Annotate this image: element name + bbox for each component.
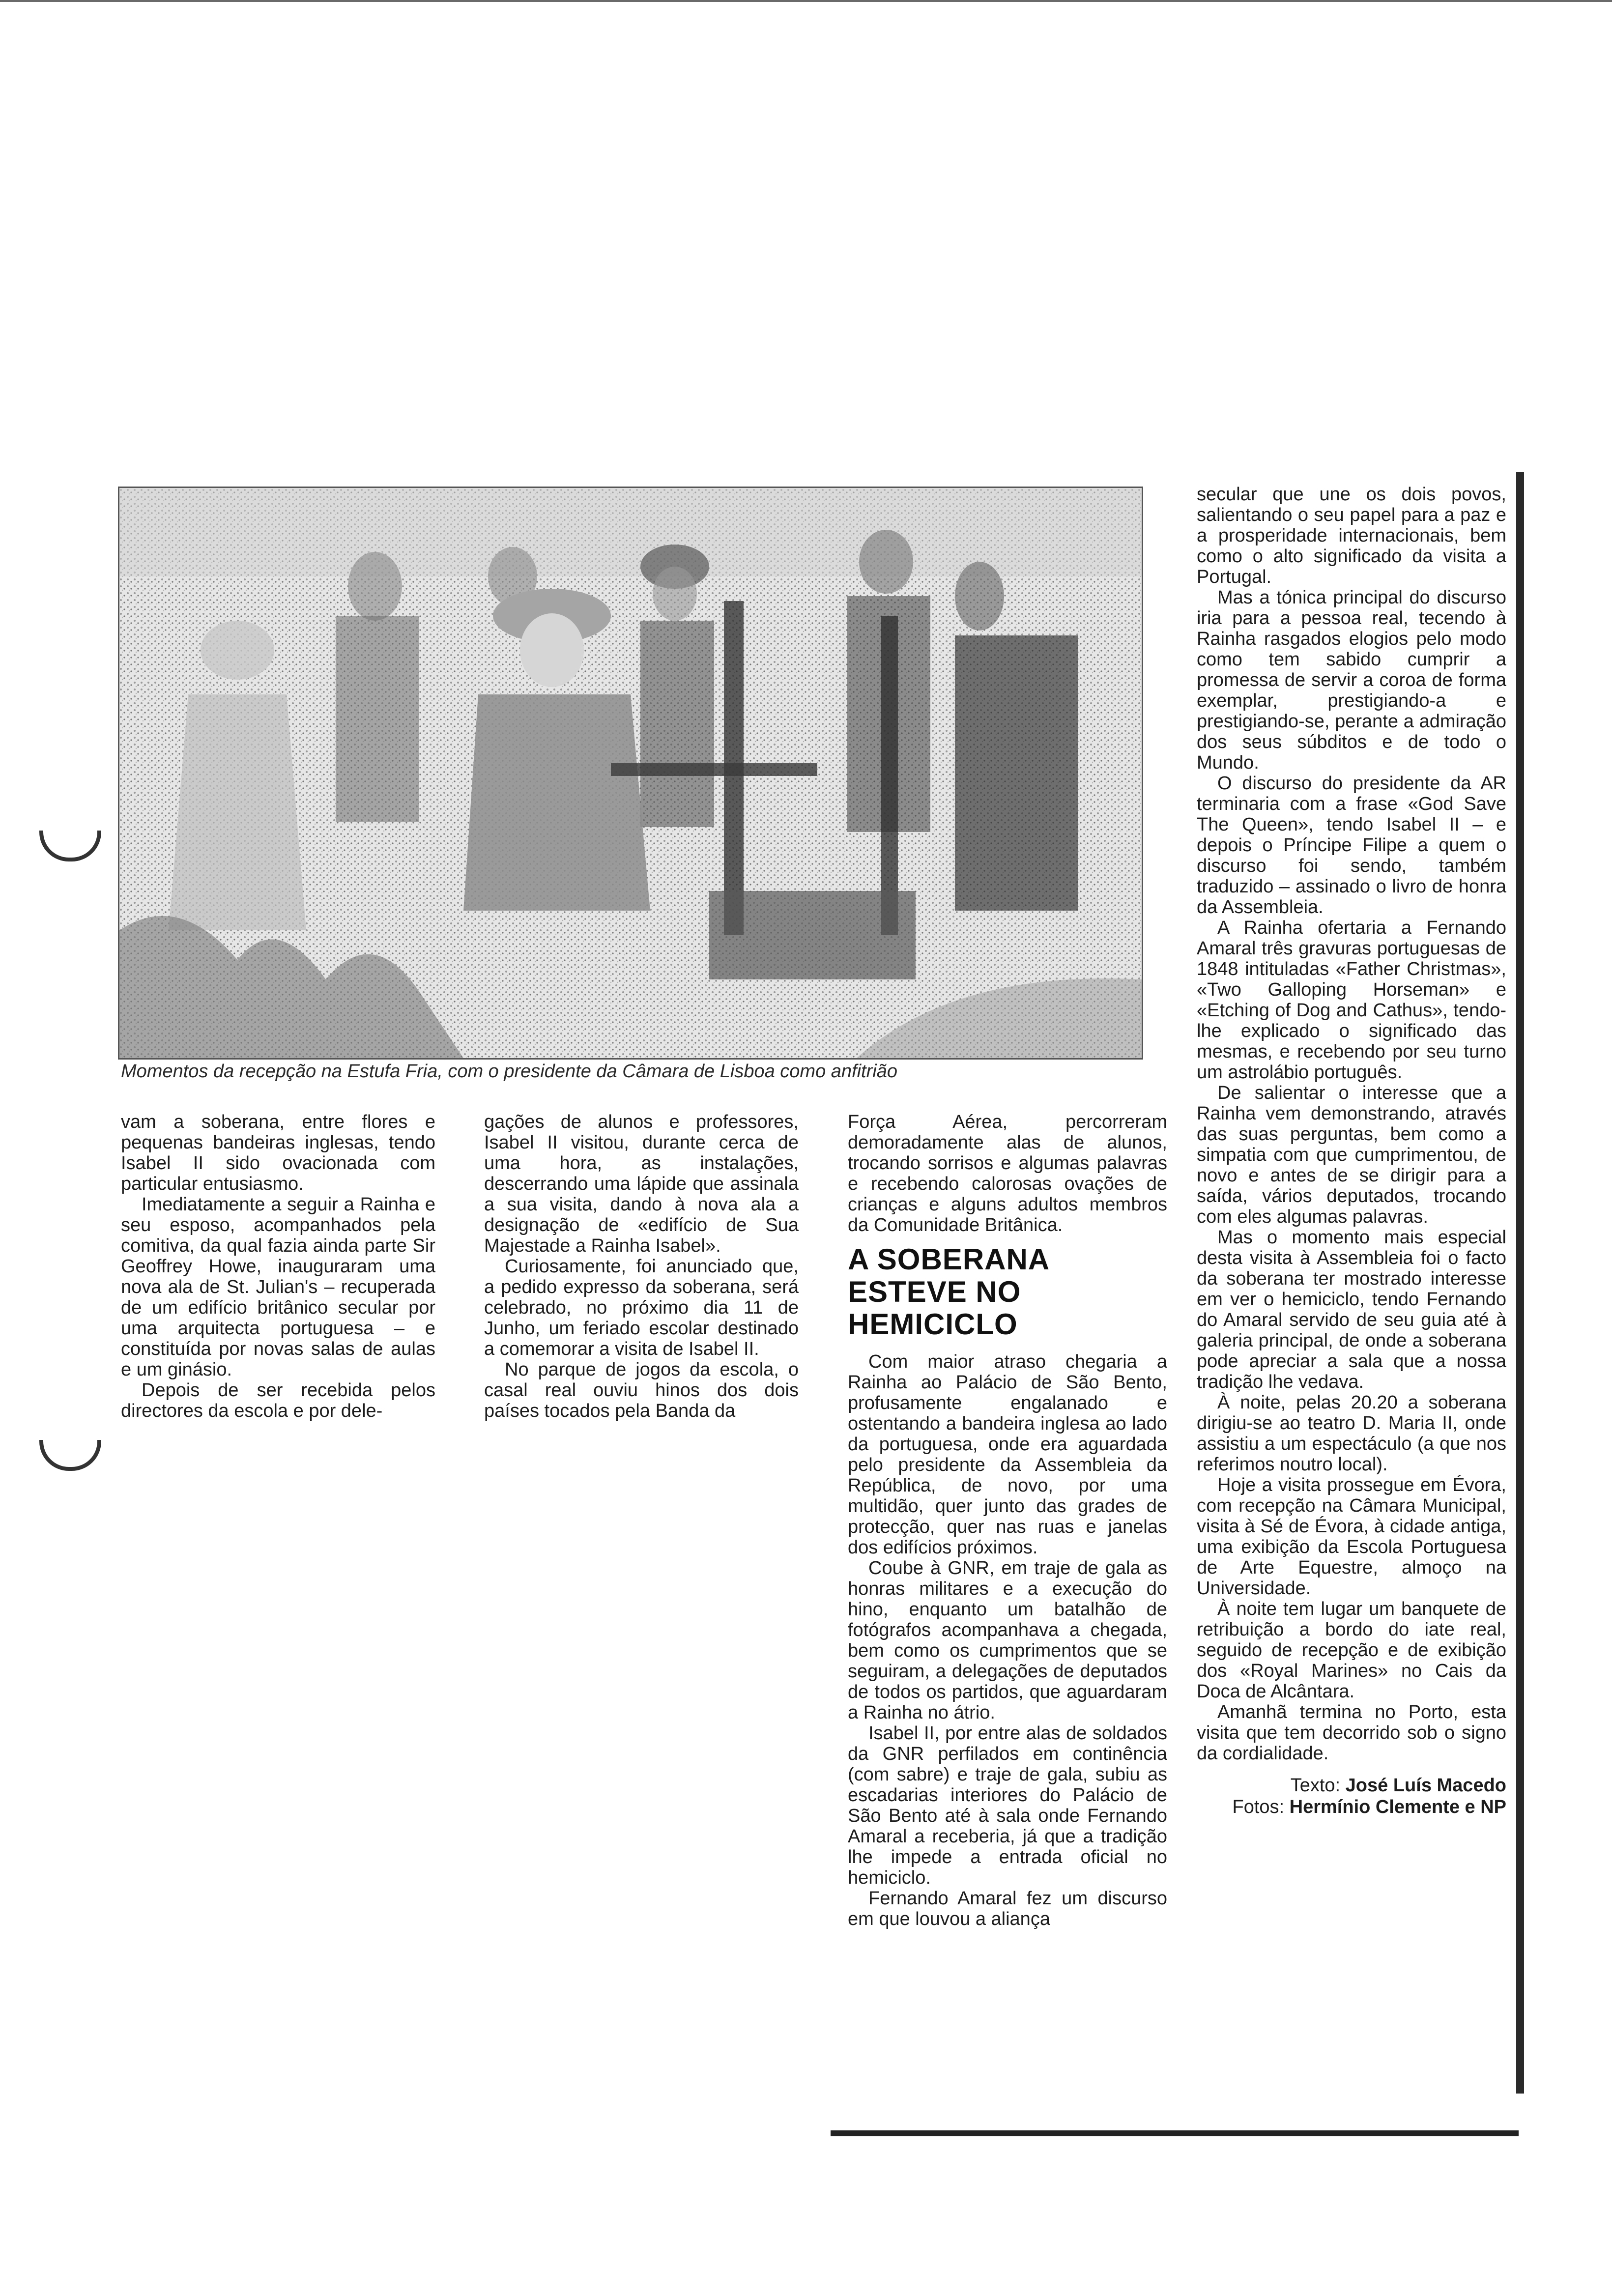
text-credit-author: José Luís Macedo <box>1345 1775 1506 1796</box>
photo-credit-label: Fotos: <box>1232 1797 1285 1817</box>
paragraph: secular que une os dois povos, salientando o seu papel para a paz e a prosperidade internacionais, bem como o alto significado da visita a Portugal. <box>1197 484 1506 587</box>
article-column-3 <box>848 1112 1167 1929</box>
paragraph: Com maior atraso chegaria a Rainha ao Palácio de São Bento, profusamente engalanado e ostentando a bandeira inglesa ao lado da portuguesa, onde era aguardada pelo presidente da Assembleia da República, de novo, por uma multidão, quer junto das grades de protecção, quer nas ruas e janelas dos edifícios próximos. <box>848 1351 1167 1558</box>
paragraph: Amanhã termina no Porto, esta visita que tem decorrido sob o signo da cordialidade. <box>1197 1702 1506 1764</box>
article-column-2 <box>484 1112 799 1421</box>
paragraph: O discurso do presidente da AR terminaria com a frase «God Save The Queen», tendo Isabel II – e depois o Príncipe Filipe a quem o discurso foi sendo, também traduzido – assinado o livro de honra da Assembleia. <box>1197 773 1506 918</box>
photo-credit-author: Hermínio Clemente e NP <box>1289 1797 1506 1817</box>
text-credit-label: Texto: <box>1290 1775 1341 1796</box>
news-photo <box>118 487 1143 1060</box>
paragraph: Força Aérea, percorreram demoradamente alas de alunos, trocando sorrisos e algumas palavras e recebendo calorosas ovações de crianças e alguns adultos membros da Comunidade Britânica. <box>848 1112 1167 1235</box>
paragraph: Hoje a visita prossegue em Évora, com recepção na Câmara Municipal, visita à Sé de Évora, à cidade antiga, uma exibição da Escola Portuguesa de Arte Equestre, almoço na Universidade. <box>1197 1475 1506 1599</box>
page-top-rule <box>0 0 1612 2</box>
paragraph: Depois de ser recebida pelos directores da escola e por dele- <box>121 1380 435 1421</box>
paragraph: Isabel II, por entre alas de soldados da GNR perfilados em continência (com sabre) e traje de gala, subiu as escadarias interiores do Palácio de São Bento até à sala onde Fernando Amaral a receberia, já que a tradição lhe impede a entrada oficial no hemiciclo. <box>848 1723 1167 1888</box>
paragraph: A Rainha ofertaria a Fernando Amaral três gravuras portuguesas de 1848 intituladas «Father Christmas», «Two Galloping Horseman» e «Etching of Dog and Cathus», tendo-lhe explicado o significado das mesmas, e recebendo por seu turno um astrolábio português. <box>1197 918 1506 1083</box>
article-column-1 <box>121 1112 435 1421</box>
article-column-4 <box>1197 484 1506 1818</box>
paragraph: À noite tem lugar um banquete de retribuição a bordo do iate real, seguido de recepção e de exibição dos «Royal Marines» no Cais da Doca de Alcântara. <box>1197 1599 1506 1702</box>
paragraph: À noite, pelas 20.20 a soberana dirigiu-se ao teatro D. Maria II, onde assistiu a um espectáculo (a que nos referimos noutro local). <box>1197 1392 1506 1475</box>
text-credit <box>1197 1775 1506 1796</box>
paragraph: vam a soberana, entre flores e pequenas bandeiras inglesas, tendo Isabel II sido ovacionada com particular entusiasmo. <box>121 1112 435 1194</box>
article-credits <box>1197 1775 1506 1818</box>
paragraph: Curiosamente, foi anunciado que, a pedido expresso da soberana, será celebrado, no próximo dia 11 de Junho, um feriado escolar destinado a comemorar a visita de Isabel II. <box>484 1256 799 1359</box>
paragraph: Imediatamente a seguir a Rainha e seu esposo, acompanhados pela comitiva, da qual fazia ainda parte Sir Geoffrey Howe, inauguraram uma nova ala de St. Julian's – recuperada de um edifício britânico secular por uma arquitecta portuguesa – e constituída por novas salas de aulas e um ginásio. <box>121 1194 435 1380</box>
photo-illustration <box>119 488 1142 1058</box>
photo-caption: Momentos da recepção na Estufa Fria, com o presidente da Câmara de Lisboa como anfitrião <box>121 1061 897 1082</box>
paragraph: Coube à GNR, em traje de gala as honras militares e a execução do hino, enquanto um batalhão de fotógrafos acompanhava a chegada, bem como os cumprimentos que se seguiram, a delegações de deputados de todos os partidos, que aguardaram a Rainha no átrio. <box>848 1558 1167 1723</box>
photo-credit <box>1197 1796 1506 1818</box>
paragraph: Fernando Amaral fez um discurso em que louvou a aliança <box>848 1888 1167 1929</box>
paragraph: gações de alunos e professores, Isabel II visitou, durante cerca de uma hora, as instalações, descerrando uma lápide que assinala a sua visita, dando à nova ala a designação de «edifício de Sua Majestade a Rainha Isabel». <box>484 1112 799 1256</box>
binder-hole-mark <box>39 831 101 861</box>
section-headline: A SOBERANA ESTEVE NO HEMICICLO <box>848 1243 1049 1341</box>
paragraph: No parque de jogos da escola, o casal real ouviu hinos dos dois países tocados pela Banda da <box>484 1359 799 1421</box>
paragraph: De salientar o interesse que a Rainha vem demonstrando, através das suas perguntas, bem como a simpatia com que cumprimentou, de novo e antes de se dirigir para a saída, vários deputados, trocando com eles algumas palavras. <box>1197 1083 1506 1227</box>
bottom-rule <box>831 2130 1519 2136</box>
right-edge-rule <box>1516 472 1524 2094</box>
paragraph: Mas o momento mais especial desta visita à Assembleia foi o facto da soberana ter mostrado interesse em ver o hemiciclo, tendo Fernando do Amaral servido de seu guia até à galeria principal, de onde a soberana pode apreciar a sala que a nossa tradição lhe vedava. <box>1197 1227 1506 1392</box>
binder-hole-mark <box>39 1440 101 1471</box>
paragraph: Mas a tónica principal do discurso iria para a pessoa real, tecendo à Rainha rasgados elogios pelo modo como tem sabido cumprir a promessa de servir a coroa de forma exemplar, prestigiando-a e prestigiando-se, perante a admiração dos seus súbditos e de todo o Mundo. <box>1197 587 1506 773</box>
